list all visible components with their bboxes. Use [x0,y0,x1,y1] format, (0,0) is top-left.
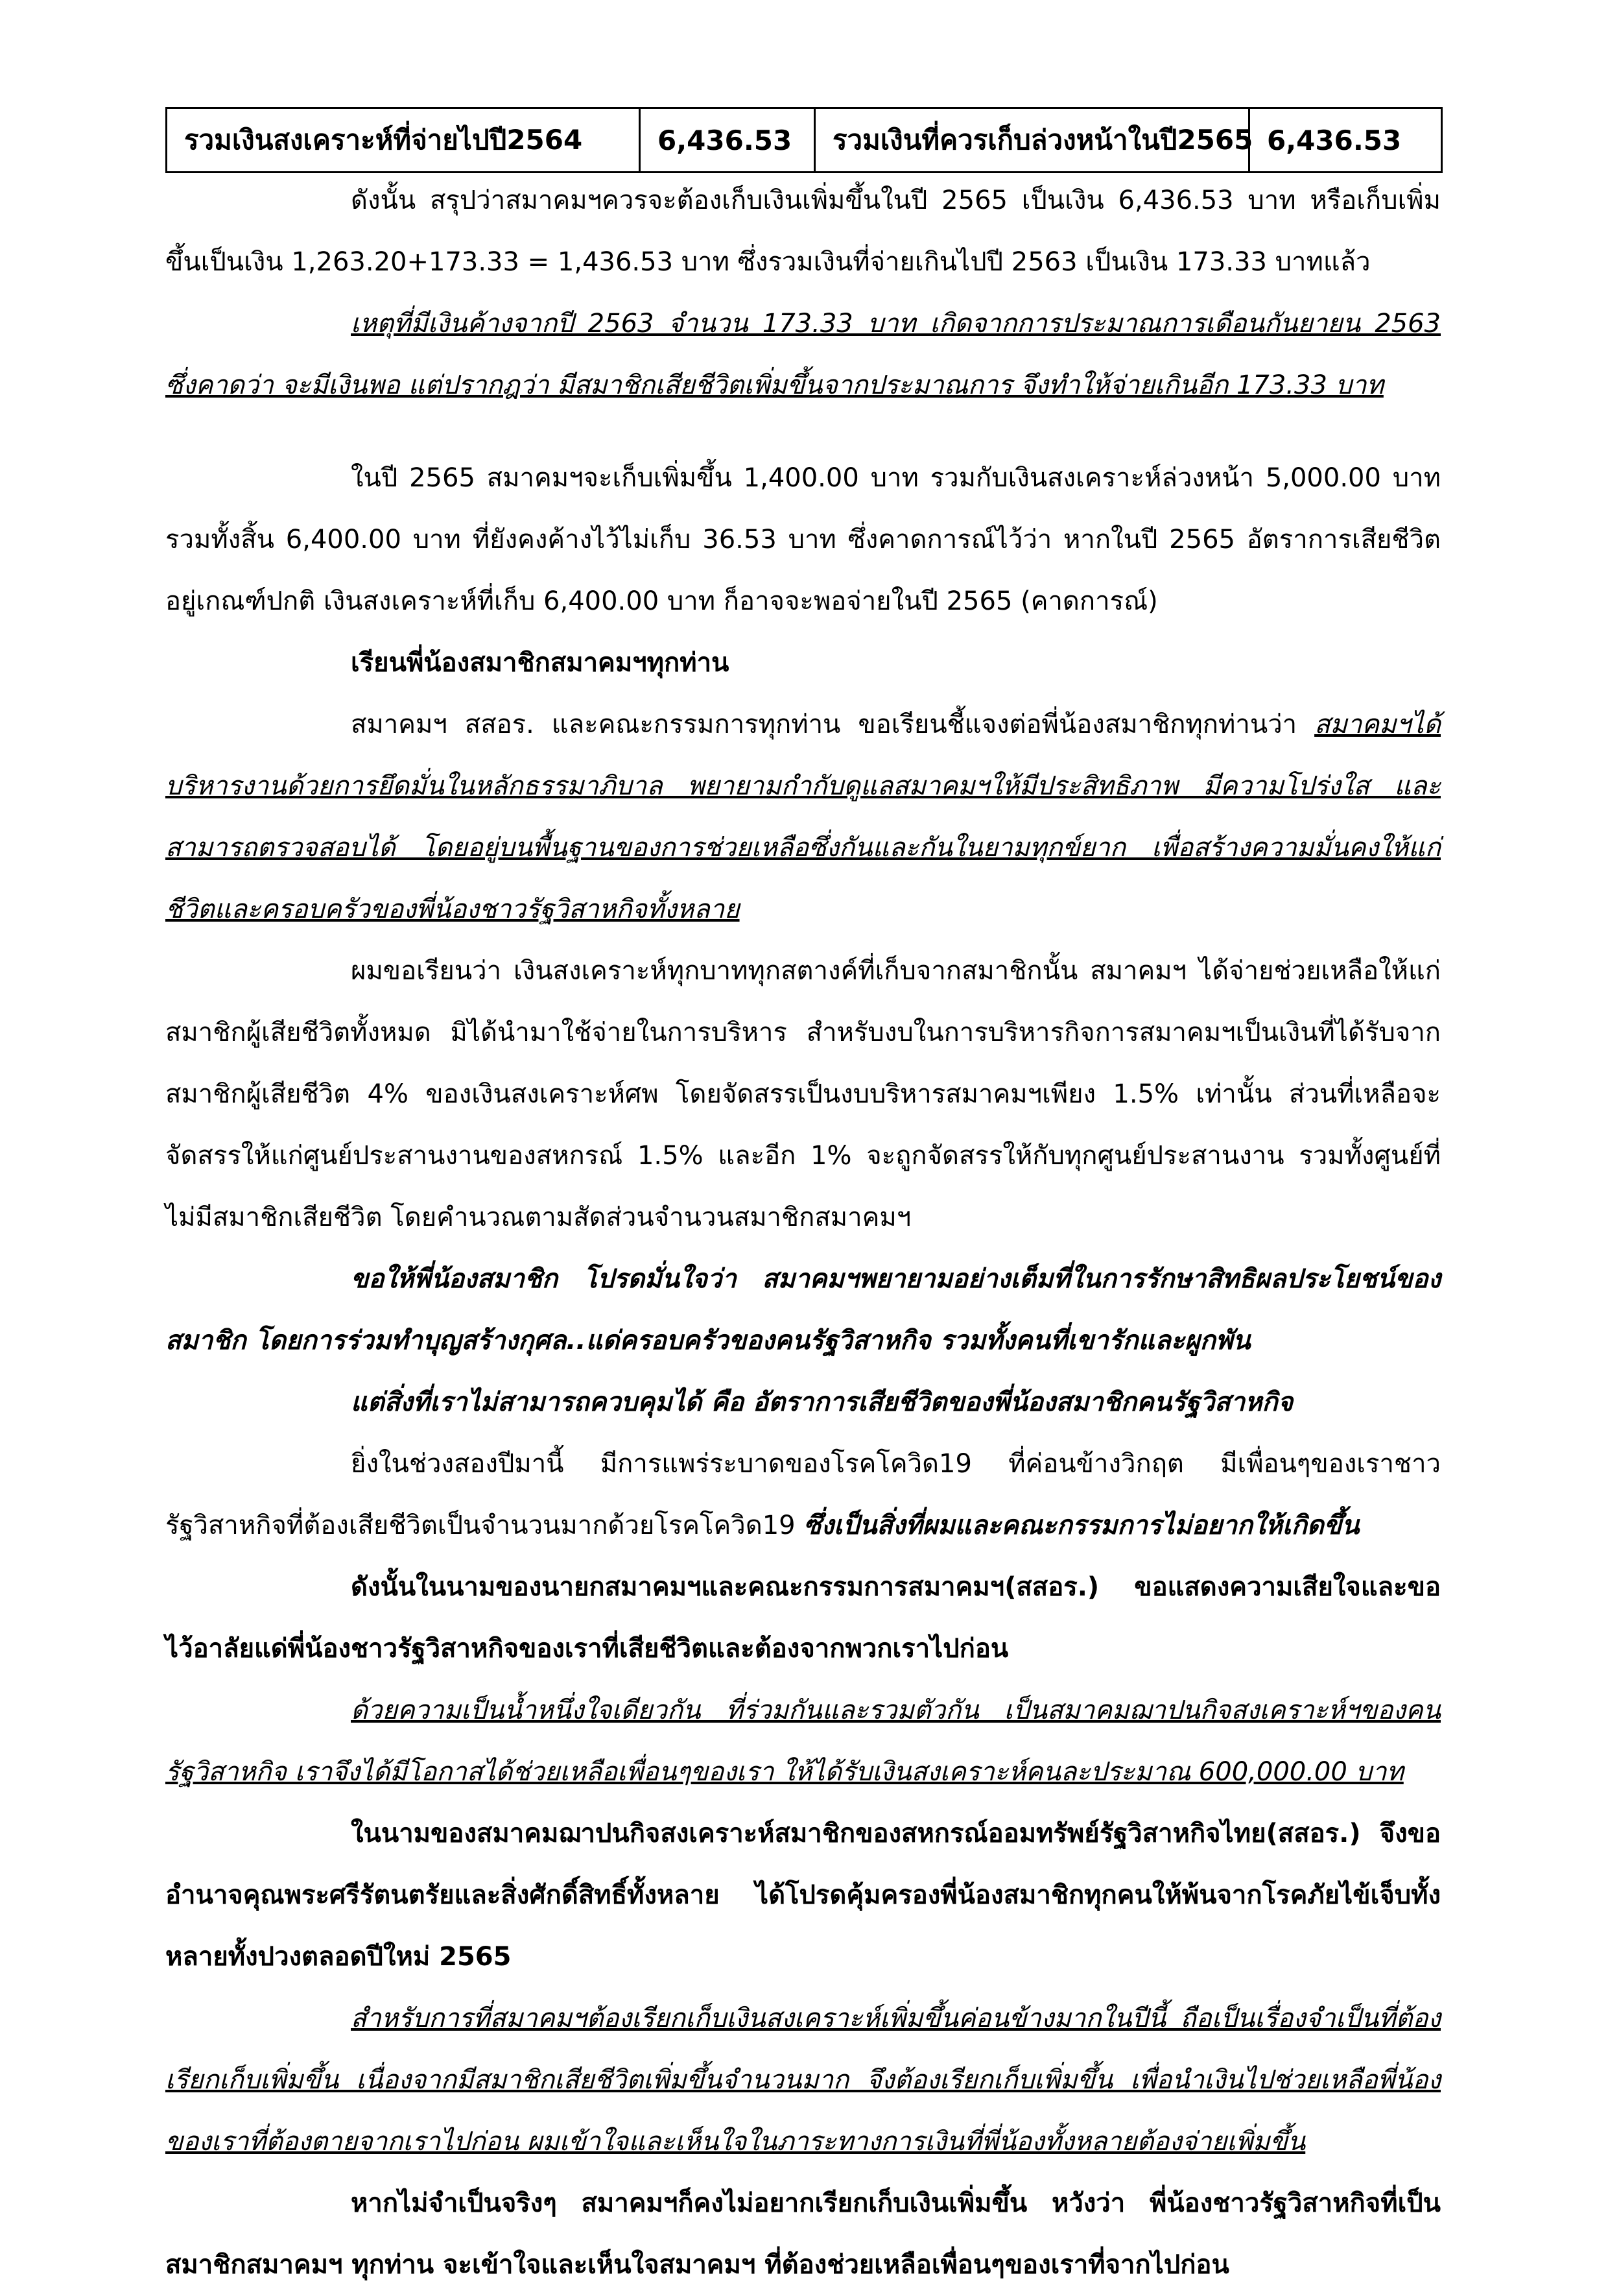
section-letter [165,448,1441,2296]
advance-label-cell: รวมเงินที่ควรเก็บล่วงหน้าในปี2565 [815,108,1249,173]
condolence-paragraph: ดังนั้นในนามของนายกสมาคมฯและคณะกรรมการสมาคมฯ(สสอร.) ขอแสดงความเสียใจและขอไว้อาลัยแด่พี่น้องชาวรัฐวิสาหกิจของเราที่เสียชีวิตและต้องจากพวกเราไปก่อน [165,1572,1441,1664]
mortality-paragraph: แต่สิ่งที่เราไม่สามารถควบคุมได้ คือ อัตราการเสียชีวิตของพี่น้องสมาชิกคนรัฐวิสาหกิจ [351,1387,1294,1417]
summary-row [167,108,1442,173]
solidarity-paragraph: ด้วยความเป็นน้ำหนึ่งใจเดียวกัน ที่ร่วมกันและรวมตัวกัน เป็นสมาคมฌาปนกิจสงเคราะห์ฯของคนรัฐวิสาหกิจ เราจึงได้มีโอกาสได้ช่วยเหลือเพื่อนๆของเรา ให้ได้รับเงินสงเคราะห์คนละประมาณ 600,000.00 บาท [165,1695,1441,1787]
covid-paragraph [165,1433,1441,1557]
governance-emphasis: สมาคมฯได้บริหารงานด้วยการยึดมั่นในหลักธรรมาภิบาล พยายามกำกับดูแลสมาคมฯให้มีประสิทธิภาพ มีความโปร่งใส และสามารถตรวจสอบได้ โดยอยู่บนพื้นฐานของการช่วยเหลือซึ่งกันและกันในยามทุกข์ยาก เพื่อสร้างความมั่นคงให้แก่ชีวิตและครอบครัวของพี่น้องชาวรัฐวิสาหกิจทั้งหลาย [165,710,1441,924]
blessing-paragraph: ในนามของสมาคมฌาปนกิจสงเคราะห์สมาชิกของสหกรณ์ออมทรัพย์รัฐวิสาหกิจไทย(สสอร.) จึงขออำนาจคุณพระศรีรัตนตรัยและสิ่งศักดิ์สิทธิ์ทั้งหลาย ได้โปรดคุ้มครองพี่น้องสมาชิกทุกคนให้พ้นจากโรคภัยไข้เจ็บทั้งหลายทั้งปวงตลอดปีใหม่ 2565 [165,1819,1441,1972]
greeting-heading: เรียนพี่น้องสมาชิกสมาคมฯทุกท่าน [351,648,729,678]
governance-intro: สมาคมฯ สสอร. และคณะกรรมการทุกท่าน ขอเรียนชี้แจงต่อพี่น้องสมาชิกทุกท่านว่า [351,710,1315,739]
summary-table [165,107,1443,173]
covid-intro: ยิ่งในช่วงสองปีมานี้ มีการแพร่ระบาดของโรคโควิด19 ที่ค่อนข้างวิกฤต มีเพื่อนๆของเราชาวรัฐวิสาหกิจที่ต้องเสียชีวิตเป็นจำนวนมากด้วยโรคโควิด19 [165,1449,1441,1540]
fund-allocation-paragraph: ผมขอเรียนว่า เงินสงเคราะห์ทุกบาททุกสตางค์ที่เก็บจากสมาชิกนั้น สมาคมฯ ได้จ่ายช่วยเหลือให้แก่สมาชิกผู้เสียชีวิตทั้งหมด มิได้นำมาใช้จ่ายในการบริหาร สำหรับงบในการบริหารกิจการสมาคมฯเป็นเงินที่ได้รับจากสมาชิกผู้เสียชีวิต 4% ของเงินสงเคราะห์ศพ โดยจัดสรรเป็นงบบริหารสมาคมฯเพียง 1.5% เท่านั้น ส่วนที่เหลือจะจัดสรรให้แก่ศูนย์ประสานงานของสหกรณ์ 1.5% และอีก 1% จะถูกจัดสรรให้กับทุกศูนย์ประสานงาน รวมทั้งศูนย์ที่ไม่มีสมาชิกเสียชีวิต โดยคำนวณตามสัดส่วนจำนวนสมาชิกสมาคมฯ [165,956,1441,1232]
closing-paragraph: หากไม่จำเป็นจริงๆ สมาคมฯก็คงไม่อยากเรียกเก็บเงินเพิ่มขึ้น หวังว่า พี่น้องชาวรัฐวิสาหกิจที่เป็นสมาชิกสมาคมฯ ทุกท่าน จะเข้าใจและเห็นใจสมาคมฯ ที่ต้องช่วยเหลือเพื่อนๆของเราที่จากไปก่อน [165,2188,1441,2280]
advance-value-cell: 6,436.53 [1249,108,1442,173]
assurance-paragraph: ขอให้พี่น้องสมาชิก โปรดมั่นใจว่า สมาคมฯพยายามอย่างเต็มที่ในการรักษาสิทธิผลประโยชน์ของสมาชิก โดยการร่วมทำบุญสร้างกุศล..แด่ครอบครัวของคนรัฐวิสาหกิจ รวมทั้งคนที่เขารักและผูกพัน [165,1264,1441,1356]
paid-label-cell: รวมเงินสงเคราะห์ที่จ่ายไปปี2564 [167,108,640,173]
increase-reason-paragraph: สำหรับการที่สมาคมฯต้องเรียกเก็บเงินสงเคราะห์เพิ่มขึ้นค่อนข้างมากในปีนี้ ถือเป็นเรื่องจำเป็นที่ต้องเรียกเก็บเพิ่มขึ้น เนื่องจากมีสมาชิกเสียชีวิตเพิ่มขึ้นจำนวนมาก จึงต้องเรียกเก็บเพิ่มขึ้น เพื่อนำเงินไปช่วยเหลือพี่น้องของเราที่ต้องตายจากเราไปก่อน ผมเข้าใจและเห็นใจในภาระทางการเงินที่พี่น้องทั้งหลายต้องจ่ายเพิ่มขึ้น [165,2003,1441,2157]
paid-value-cell: 6,436.53 [640,108,815,173]
forecast-paragraph: ในปี 2565 สมาคมฯจะเก็บเพิ่มขึ้น 1,400.00 บาท รวมกับเงินสงเคราะห์ล่วงหน้า 5,000.00 บาท รวมทั้งสิ้น 6,400.00 บาท ที่ยังคงค้างไว้ไม่เก็บ 36.53 บาท ซึ่งคาดการณ์ไว้ว่า หากในปี 2565 อัตราการเสียชีวิตอยู่เกณฑ์ปกติ เงินสงเคราะห์ที่เก็บ 6,400.00 บาท ก็อาจจะพอจ่ายในปี 2565 (คาดการณ์) [165,463,1441,616]
governance-paragraph [165,694,1441,940]
section-summary [165,170,1441,416]
deficit-reason-paragraph: เหตุที่มีเงินค้างจากปี 2563 จำนวน 173.33 บาท เกิดจากการประมาณการเดือนกันยายน 2563 ซึ่งคาดว่า จะมีเงินพอ แต่ปรากฎว่า มีสมาชิกเสียชีวิตเพิ่มขึ้นจากประมาณการ จึงทำให้จ่ายเกินอีก 173.33 บาท [165,309,1441,400]
covid-emphasis: ซึ่งเป็นสิ่งที่ผมและคณะกรรมการไม่อยากให้เกิดขึ้น [803,1511,1360,1540]
conclusion-paragraph: ดังนั้น สรุปว่าสมาคมฯควรจะต้องเก็บเงินเพิ่มขึ้นในปี 2565 เป็นเงิน 6,436.53 บาท หรือเก็บเพิ่มขึ้นเป็นเงิน 1,263.20+173.33 = 1,436.53 บาท ซึ่งรวมเงินที่จ่ายเกินไปปี 2563 เป็นเงิน 173.33 บาทแล้ว [165,185,1441,277]
